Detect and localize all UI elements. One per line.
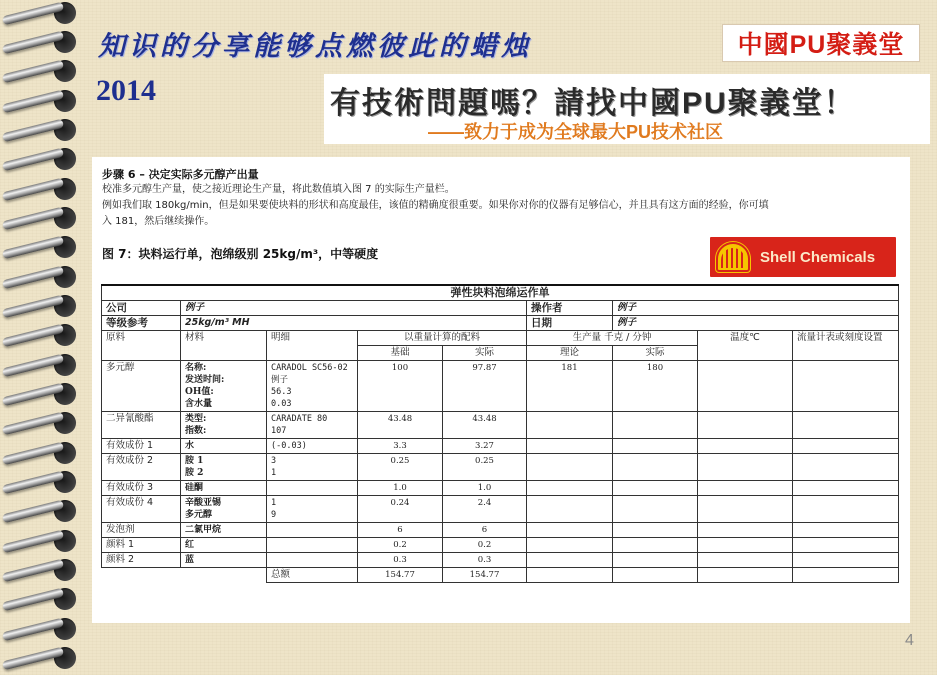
cell-detail [267, 538, 358, 553]
spiral-ring [2, 119, 82, 141]
col-header-actual: 实际 [443, 346, 527, 361]
page-number: 4 [905, 632, 914, 649]
operator-value: 例子 [613, 301, 899, 316]
cell-material [181, 553, 267, 568]
detail-line: 例子 [271, 375, 289, 385]
company-label: 公司 [102, 301, 181, 316]
cell-raw: 颜料 2 [102, 553, 181, 568]
banner [324, 74, 930, 144]
spiral-ring [2, 207, 82, 229]
col-header-output-actual: 实际 [613, 346, 698, 361]
cell-raw: 发泡剂 [102, 523, 181, 538]
total-row [102, 568, 899, 583]
cell-temp [698, 538, 793, 553]
spiral-ring [2, 295, 82, 317]
spiral-ring [2, 178, 82, 200]
cell-basis: 3.3 [358, 439, 443, 454]
total-basis: 154.77 [358, 568, 443, 583]
detail-line: 1 [271, 468, 277, 478]
cell-basis: 6 [358, 523, 443, 538]
cell-detail [267, 454, 358, 481]
cell-detail [267, 496, 358, 523]
detail-line: CARADOL SC56-02 [271, 363, 348, 373]
spiral-ring [2, 442, 82, 464]
detail-line: 3 [271, 456, 277, 466]
spiral-ring [2, 90, 82, 112]
cell-raw: 二异氰酸酯 [102, 412, 181, 439]
cell-raw: 有效成份 2 [102, 454, 181, 481]
material-line: 胺 2 [185, 468, 204, 478]
cell-theory [527, 412, 613, 439]
material-line: 类型: [185, 414, 207, 424]
material-line: 辛酸亚锡 [185, 498, 222, 508]
cell-detail [267, 439, 358, 454]
cell-basis: 0.2 [358, 538, 443, 553]
cell-actual: 1.0 [443, 481, 527, 496]
table-title-row [102, 285, 899, 301]
company-value: 例子 [181, 301, 527, 316]
spiral-ring [2, 2, 82, 24]
slide-year: 2014 [96, 74, 156, 107]
header-row [102, 331, 899, 346]
shell-logo-text: Shell Chemicals [760, 248, 876, 266]
material-line: 发送时间: [185, 375, 225, 385]
material-line: 红 [185, 540, 195, 550]
step-heading: 步骤 6 – 决定实际多元醇产出量 [102, 168, 259, 181]
shell-logo [710, 237, 896, 277]
col-header-theory: 理论 [527, 346, 613, 361]
detail-line: CARADATE 80 [271, 414, 328, 424]
cell-material [181, 361, 267, 412]
detail-line: (-0.03) [271, 441, 307, 451]
cell-empty [793, 568, 899, 583]
spiral-ring [2, 266, 82, 288]
cell-theory [527, 439, 613, 454]
cell-raw: 多元醇 [102, 361, 181, 412]
spiral-ring [2, 236, 82, 258]
cell-flow [793, 454, 899, 481]
cell-output-actual [613, 412, 698, 439]
cell-empty [613, 568, 698, 583]
detail-line: 56.3 [271, 387, 292, 397]
cell-basis: 0.24 [358, 496, 443, 523]
col-header-output: 生产量 千克 / 分钟 [527, 331, 698, 346]
grade-row [102, 316, 899, 331]
material-line: 胺 1 [185, 456, 204, 466]
cell-flow [793, 538, 899, 553]
date-label: 日期 [527, 316, 613, 331]
cell-basis: 1.0 [358, 481, 443, 496]
cell-raw: 颜料 1 [102, 538, 181, 553]
spiral-ring [2, 383, 82, 405]
table-row [102, 523, 899, 538]
material-line: 水 [185, 441, 195, 451]
cell-empty [698, 568, 793, 583]
document-scan [92, 157, 910, 623]
cell-theory [527, 496, 613, 523]
spiral-ring [2, 354, 82, 376]
spiral-ring [2, 412, 82, 434]
col-header-raw: 原料 [102, 331, 181, 361]
spiral-ring [2, 148, 82, 170]
cell-detail [267, 523, 358, 538]
table-row [102, 454, 899, 481]
spiral-ring [2, 60, 82, 82]
figure-title: 图 7：块料运行单，泡绵级别 25kg/m³，中等硬度 [102, 247, 379, 261]
cell-output-actual [613, 496, 698, 523]
detail-line: 9 [271, 510, 277, 520]
col-header-basis: 基础 [358, 346, 443, 361]
total-actual: 154.77 [443, 568, 527, 583]
cell-basis: 100 [358, 361, 443, 412]
cell-theory [527, 523, 613, 538]
cell-actual: 2.4 [443, 496, 527, 523]
cell-temp [698, 361, 793, 412]
pu-logo: 中國PU聚義堂 [722, 24, 920, 62]
cell-material [181, 412, 267, 439]
grade-value: 25kg/m³ MH [181, 316, 527, 331]
shell-emblem-icon [716, 242, 750, 272]
cell-flow [793, 412, 899, 439]
table-row [102, 538, 899, 553]
spiral-ring [2, 530, 82, 552]
cell-actual: 0.25 [443, 454, 527, 481]
col-header-material: 材料 [181, 331, 267, 361]
cell-temp [698, 439, 793, 454]
table-row [102, 481, 899, 496]
material-line: OH值: [185, 387, 214, 397]
cell-material [181, 439, 267, 454]
cell-output-actual: 180 [613, 361, 698, 412]
spiral-ring [2, 500, 82, 522]
cell-actual: 97.87 [443, 361, 527, 412]
cell-output-actual [613, 481, 698, 496]
table-row [102, 361, 899, 412]
banner-subtitle: ——致力于成为全球最大PU技术社区 [428, 122, 724, 142]
spiral-ring [2, 324, 82, 346]
cell-actual: 43.48 [443, 412, 527, 439]
cell-material [181, 454, 267, 481]
spiral-ring [2, 471, 82, 493]
banner-headline: 有技術問題嗎？請找中國PU聚義堂！ [330, 87, 856, 120]
slide-title: 知识的分享能够点燃彼此的蜡烛 [98, 31, 532, 62]
table-row [102, 553, 899, 568]
spiral-ring [2, 559, 82, 581]
cell-flow [793, 553, 899, 568]
cell-flow [793, 523, 899, 538]
cell-raw: 有效成份 4 [102, 496, 181, 523]
cell-empty [102, 568, 267, 583]
cell-temp [698, 412, 793, 439]
cell-raw: 有效成份 3 [102, 481, 181, 496]
cell-detail [267, 412, 358, 439]
step-text-line: 入 181，然后继续操作。 [102, 216, 215, 227]
cell-flow [793, 481, 899, 496]
table-row [102, 439, 899, 454]
material-line: 硅酮 [185, 483, 204, 493]
cell-temp [698, 523, 793, 538]
detail-line: 1 [271, 498, 277, 508]
spiral-ring [2, 588, 82, 610]
spiral-ring [2, 618, 82, 640]
spiral-ring [2, 647, 82, 669]
cell-actual: 3.27 [443, 439, 527, 454]
date-value: 例子 [613, 316, 899, 331]
run-sheet-table [101, 284, 899, 583]
cell-output-actual [613, 523, 698, 538]
cell-theory: 181 [527, 361, 613, 412]
cell-actual: 0.2 [443, 538, 527, 553]
cell-basis: 43.48 [358, 412, 443, 439]
spiral-binding [0, 0, 90, 675]
material-line: 指数: [185, 426, 207, 436]
cell-detail [267, 361, 358, 412]
cell-flow [793, 496, 899, 523]
cell-actual: 0.3 [443, 553, 527, 568]
material-line: 含水量 [185, 399, 213, 409]
material-line: 名称: [185, 363, 207, 373]
cell-detail [267, 553, 358, 568]
material-line: 二氯甲烷 [185, 525, 222, 535]
cell-material [181, 538, 267, 553]
cell-theory [527, 553, 613, 568]
company-row [102, 301, 899, 316]
cell-material [181, 481, 267, 496]
cell-temp [698, 496, 793, 523]
cell-flow [793, 361, 899, 412]
cell-theory [527, 481, 613, 496]
cell-material [181, 496, 267, 523]
cell-theory [527, 538, 613, 553]
col-header-detail: 明细 [267, 331, 358, 361]
spiral-ring [2, 31, 82, 53]
step-text-line: 校准多元醇生产量，使之接近理论生产量，将此数值填入图 7 的实际生产量栏。 [102, 184, 455, 195]
cell-basis: 0.3 [358, 553, 443, 568]
cell-temp [698, 481, 793, 496]
grade-label: 等级参考 [102, 316, 181, 331]
cell-flow [793, 439, 899, 454]
col-header-temp: 温度℃ [698, 331, 793, 361]
cell-output-actual [613, 439, 698, 454]
cell-output-actual [613, 538, 698, 553]
cell-raw: 有效成份 1 [102, 439, 181, 454]
material-line: 蓝 [185, 555, 195, 565]
cell-output-actual [613, 454, 698, 481]
cell-detail [267, 481, 358, 496]
cell-empty [527, 568, 613, 583]
cell-temp [698, 454, 793, 481]
table-title: 弹性块料泡绵运作单 [102, 285, 899, 301]
col-header-flow: 流量计表或刻度设置 [793, 331, 899, 361]
detail-line: 0.03 [271, 399, 292, 409]
total-label: 总额 [267, 568, 358, 583]
table-row [102, 496, 899, 523]
col-header-by-weight: 以重量计算的配料 [358, 331, 527, 346]
cell-output-actual [613, 553, 698, 568]
cell-actual: 6 [443, 523, 527, 538]
material-line: 多元醇 [185, 510, 213, 520]
table-row [102, 412, 899, 439]
cell-basis: 0.25 [358, 454, 443, 481]
detail-line: 107 [271, 426, 287, 436]
cell-material [181, 523, 267, 538]
cell-temp [698, 553, 793, 568]
cell-theory [527, 454, 613, 481]
operator-label: 操作者 [527, 301, 613, 316]
step-text-line: 例如我们取 180kg/min，但是如果要使块料的形状和高度最佳，该值的精确度很重要。如果你对你的仪器有足够信心，并且具有这方面的经验，你可填 [102, 200, 769, 211]
